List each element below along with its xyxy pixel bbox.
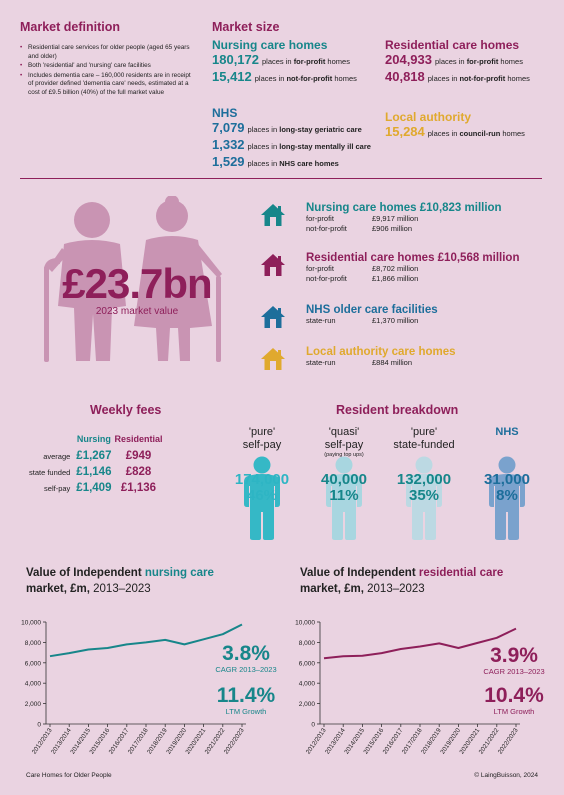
segment-row-value: £906 million <box>372 224 413 233</box>
nhs-places-row: 1,332 places in long-stay mentally ill care <box>212 137 371 152</box>
residential-cagr-value: 3.9% <box>490 644 538 667</box>
market-value-caption: 2023 market value <box>95 306 179 317</box>
residential-places-block <box>385 38 530 86</box>
market-definition-title: Market definition <box>20 20 121 34</box>
local-authority-places-row: 15,284 places in council-run homes <box>385 124 525 139</box>
nursing-growth-stats <box>206 642 286 716</box>
y-tick-label: 8,000 <box>298 639 315 647</box>
nursing-places-block <box>212 38 357 86</box>
segment-row-value: £1,866 million <box>372 274 419 283</box>
y-tick-label: 2,000 <box>24 701 41 709</box>
resident-group-figures <box>304 472 384 504</box>
segment-row <box>306 224 502 234</box>
y-tick-label: 10,000 <box>21 619 41 627</box>
definition-bullet: • Both 'residential' and 'nursing' care facilities <box>20 62 192 71</box>
y-tick-label: 6,000 <box>24 660 41 668</box>
segment-row-label: for-profit <box>306 264 334 273</box>
y-tick-label: 4,000 <box>24 680 41 688</box>
resident-group-label: 'pure' <box>410 426 438 438</box>
x-tick-label: 2020/2021 <box>184 727 208 756</box>
fees-row-label: state funded <box>29 467 71 477</box>
x-tick-label: 2019/2020 <box>165 727 189 756</box>
x-tick-label: 2012/2013 <box>30 727 54 756</box>
segment-row <box>306 316 438 326</box>
resident-count: 31,000 <box>484 471 530 488</box>
definition-bullet: • Residential care services for older people (aged 65 years and older) <box>20 44 192 61</box>
y-tick-label: 0 <box>311 721 315 729</box>
market-definition-list <box>20 44 192 99</box>
x-tick-label: 2021/2022 <box>477 727 501 756</box>
nursing-ltm-value: 11.4% <box>216 684 276 707</box>
resident-group-label: 'quasi' <box>328 426 360 438</box>
resident-group-label: self-pay <box>324 439 364 451</box>
resident-group-note: (paying top ups) <box>324 452 364 458</box>
residential-ltm-value: 10.4% <box>484 684 544 707</box>
resident-breakdown-title: Resident breakdown <box>336 403 459 417</box>
resident-group-figures <box>384 472 464 504</box>
resident-group <box>222 426 302 452</box>
fees-residential-value: £828 <box>125 466 152 478</box>
segment-block <box>306 202 502 234</box>
x-tick-label: 2013/2014 <box>50 727 73 756</box>
segment-row <box>306 214 502 224</box>
x-tick-label: 2022/2023 <box>496 727 520 756</box>
segment-title: NHS older care facilities <box>306 304 438 316</box>
x-tick-label: 2012/2013 <box>304 727 328 756</box>
segment-title: Residential care homes £10,568 million <box>306 252 520 264</box>
x-tick-label: 2020/2021 <box>458 727 482 756</box>
local-authority-places-block <box>385 110 525 141</box>
resident-count: 132,000 <box>396 471 452 488</box>
y-tick-label: 4,000 <box>298 680 315 688</box>
segment-row <box>306 274 520 284</box>
local-authority-places-title: Local authority <box>385 110 472 124</box>
y-tick-label: 2,000 <box>298 701 315 709</box>
resident-group-label: state-funded <box>393 439 455 451</box>
residential-places-row: 204,933 places in for-profit homes <box>385 52 523 67</box>
nhs-places-block <box>212 106 371 171</box>
x-tick-label: 2016/2017 <box>107 727 131 756</box>
x-tick-label: 2021/2022 <box>203 727 227 756</box>
resident-group <box>384 426 464 452</box>
residential-places-title: Residential care homes <box>385 38 520 52</box>
house-icon <box>260 347 286 371</box>
segment-row-value: £8,702 million <box>372 264 419 273</box>
footer-copyright: © LaingBuisson, 2024 <box>474 772 538 779</box>
fees-nursing-value: £1,409 <box>76 482 112 494</box>
y-tick-label: 0 <box>37 721 41 729</box>
market-value-figure: £23.7bn <box>62 260 212 307</box>
residential-cagr-label: CAGR 2013–2023 <box>483 667 545 676</box>
fees-row-label: self-pay <box>44 483 71 493</box>
y-tick-label: 10,000 <box>295 619 315 627</box>
resident-share: 11% <box>329 487 359 504</box>
fees-residential-value: £1,136 <box>120 482 157 494</box>
x-tick-label: 2015/2016 <box>88 727 112 756</box>
segment-block <box>306 346 456 368</box>
segment-row-label: state-run <box>306 316 336 325</box>
segment-row <box>306 264 520 274</box>
residential-chart-title: Value of Independent residential care market, £m, 2013–2023 <box>300 567 504 595</box>
fees-header-residential: Residential <box>114 434 163 444</box>
nursing-places-title: Nursing care homes <box>212 38 328 52</box>
nursing-chart-title: Value of Independent nursing care market, £m, 2013–2023 <box>26 567 214 595</box>
segment-row-label: state-run <box>306 358 336 367</box>
residential-growth-stats <box>474 644 554 716</box>
resident-group-figures <box>222 472 302 504</box>
nursing-ltm-label: LTM Growth <box>225 707 267 716</box>
table-row <box>26 480 163 496</box>
x-tick-label: 2018/2019 <box>420 727 443 756</box>
segment-row-label: not-for-profit <box>306 224 347 233</box>
fees-header-nursing: Nursing <box>76 434 111 444</box>
segment-block <box>306 252 520 284</box>
segment-block <box>306 304 438 326</box>
x-tick-label: 2017/2018 <box>400 727 424 756</box>
resident-count: 174,000 <box>234 471 290 488</box>
segment-row <box>306 358 456 368</box>
resident-share: 35% <box>408 487 440 504</box>
y-tick-label: 8,000 <box>24 639 41 647</box>
section-divider <box>20 178 542 179</box>
resident-share: 46% <box>246 487 278 504</box>
resident-group <box>304 426 384 458</box>
house-icon <box>260 305 286 329</box>
house-icon <box>260 203 286 227</box>
nhs-places-row: 7,079 places in long-stay geriatric care <box>212 120 362 135</box>
segment-row-value: £884 million <box>372 358 413 367</box>
house-icon <box>260 253 286 277</box>
x-tick-label: 2019/2020 <box>439 727 463 756</box>
weekly-fees-title: Weekly fees <box>90 403 162 417</box>
segment-row-label: not-for-profit <box>306 274 347 283</box>
x-tick-label: 2016/2017 <box>381 727 405 756</box>
x-tick-label: 2014/2015 <box>69 727 93 756</box>
residential-ltm-label: LTM Growth <box>493 707 535 716</box>
resident-group <box>467 426 547 439</box>
market-size-title: Market size <box>212 20 280 34</box>
footer-left: Care Homes for Older People <box>26 772 112 779</box>
resident-group-label: NHS <box>495 426 519 438</box>
resident-group-label: self-pay <box>242 439 282 451</box>
x-tick-label: 2017/2018 <box>126 727 150 756</box>
resident-group-label: 'pure' <box>248 426 276 438</box>
x-tick-label: 2015/2016 <box>362 727 386 756</box>
market-value-block <box>42 262 232 317</box>
definition-bullet: • Includes dementia care – 160,000 residents are in receipt of provider defined 'dementia care' needs, estimated at a cost of £9.5 billion (40%) of the full market value <box>20 72 192 98</box>
x-tick-label: 2014/2015 <box>343 727 367 756</box>
fees-nursing-value: £1,146 <box>76 466 112 478</box>
resident-share: 8% <box>496 487 518 504</box>
segment-row-value: £1,370 million <box>372 316 419 325</box>
x-tick-label: 2022/2023 <box>222 727 246 756</box>
fees-residential-value: £949 <box>125 450 152 462</box>
residential-places-row: 40,818 places in not-for-profit homes <box>385 69 530 84</box>
table-row <box>26 448 163 464</box>
resident-group-figures <box>467 472 547 504</box>
segment-row-value: £9,917 million <box>372 214 419 223</box>
x-tick-label: 2013/2014 <box>324 727 347 756</box>
nursing-cagr-value: 3.8% <box>222 642 270 665</box>
nursing-cagr-label: CAGR 2013–2023 <box>215 665 277 674</box>
fees-nursing-value: £1,267 <box>76 450 112 462</box>
nursing-places-row: 180,172 places in for-profit homes <box>212 52 350 67</box>
fees-row-label: average <box>43 451 71 461</box>
weekly-fees-table <box>26 434 163 496</box>
segment-row-label: for-profit <box>306 214 334 223</box>
segment-title: Local authority care homes <box>306 346 456 358</box>
nhs-places-row: 1,529 places in NHS care homes <box>212 154 339 169</box>
resident-count: 40,000 <box>321 471 367 488</box>
table-row <box>26 464 163 480</box>
y-tick-label: 6,000 <box>298 660 315 668</box>
nhs-places-title: NHS <box>212 106 238 120</box>
x-tick-label: 2018/2019 <box>146 727 169 756</box>
segment-title: Nursing care homes £10,823 million <box>306 202 502 214</box>
nursing-places-row: 15,412 places in not-for-profit homes <box>212 69 357 84</box>
